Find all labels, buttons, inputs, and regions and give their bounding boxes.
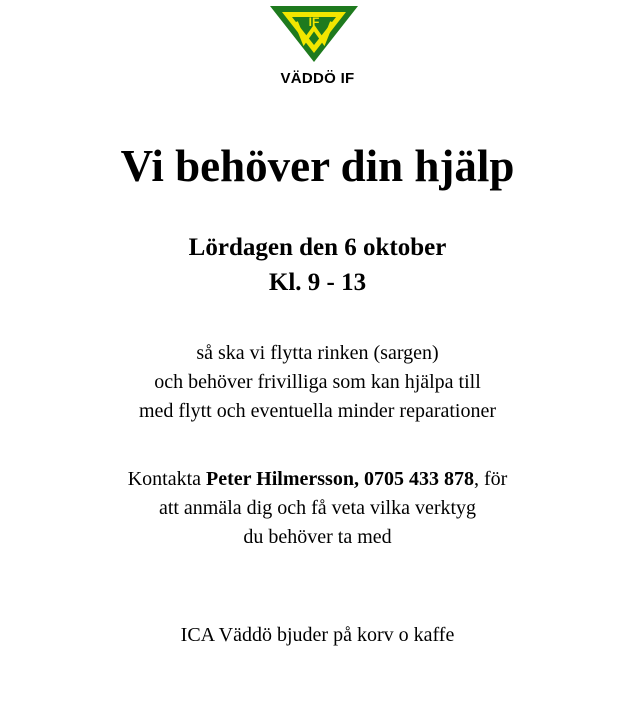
description-line: och behöver frivilliga som kan hjälpa till	[154, 371, 481, 393]
page-title: Vi behöver din hjälp	[120, 141, 515, 191]
contact-paragraph	[0, 465, 635, 552]
vaddo-if-logo-icon	[268, 2, 360, 64]
contact-person: Peter Hilmersson, 0705 433 878	[206, 468, 474, 490]
club-name: VÄDDÖ IF	[280, 70, 355, 87]
contact-suffix: , för	[473, 468, 508, 490]
event-date: Lördagen den 6 oktober	[188, 234, 447, 261]
description-paragraph	[0, 339, 635, 426]
contact-line-1	[0, 465, 635, 494]
footer-note: ICA Väddö bjuder på korv o kaffe	[180, 624, 455, 646]
event-when	[0, 230, 635, 300]
logo-letters: IF	[308, 15, 320, 29]
description-line: med flytt och eventuella minder reparationer	[138, 400, 497, 422]
contact-line-2: att anmäla dig och få veta vilka verktyg	[158, 497, 477, 519]
contact-line-3: du behöver ta med	[243, 526, 392, 548]
description-line: så ska vi flytta rinken (sargen)	[196, 342, 439, 364]
event-time: Kl. 9 - 13	[268, 269, 367, 296]
contact-prefix: Kontakta	[127, 468, 207, 490]
